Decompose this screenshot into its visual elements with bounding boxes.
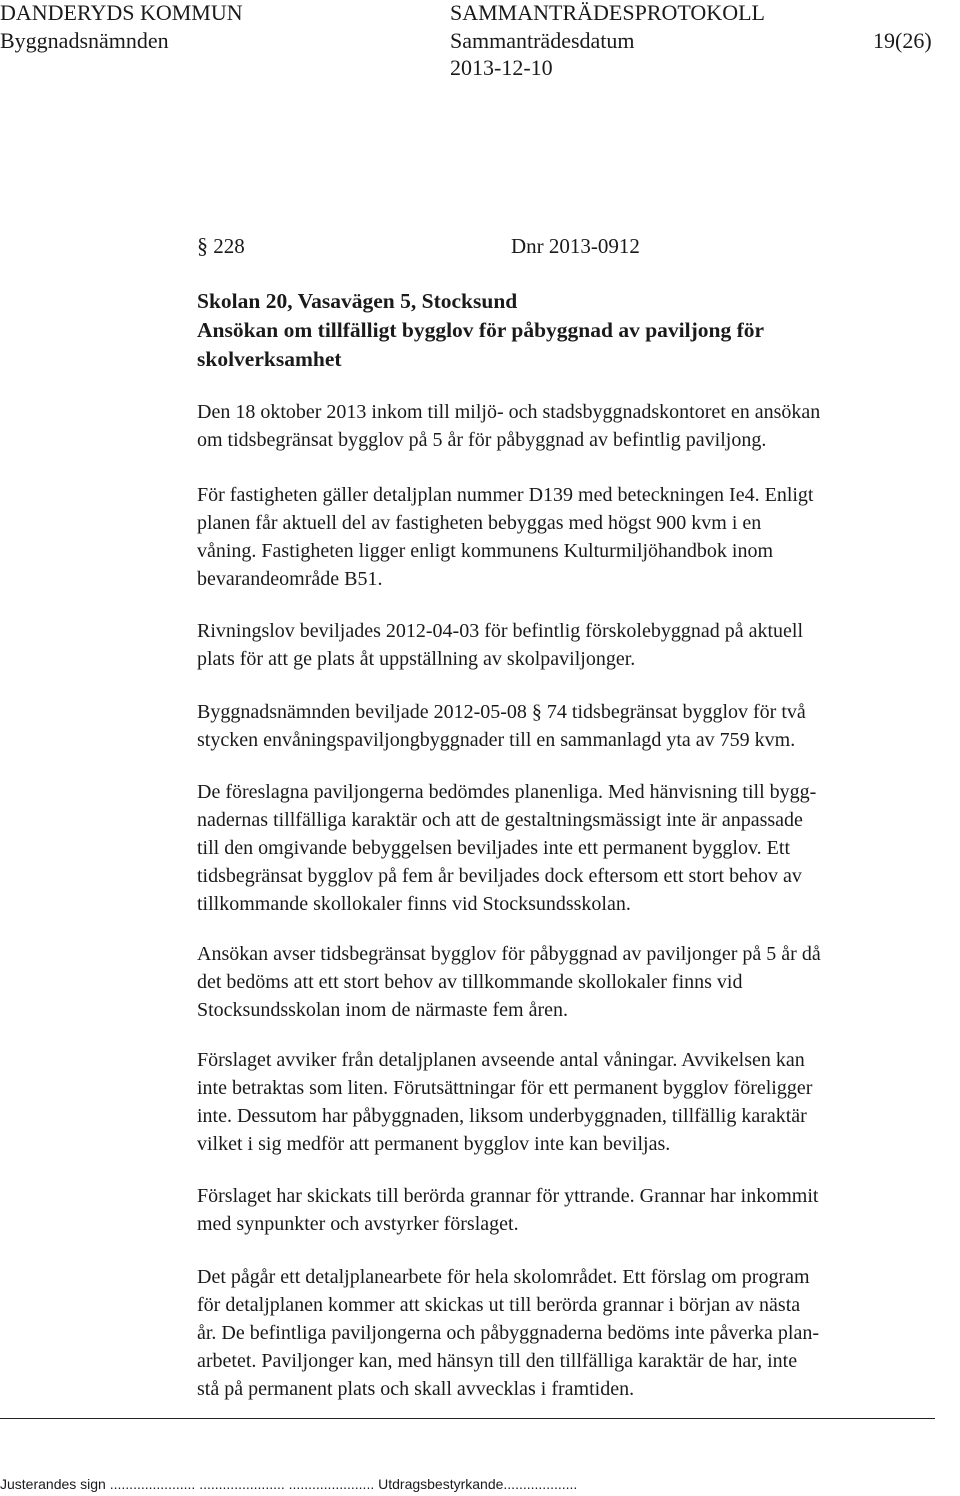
paragraph-line: för detaljplanen kommer att skickas ut till berörda grannar i början av nästa (197, 1294, 801, 1316)
paragraph-line: tidsbegränsat bygglov på fem år beviljades dock eftersom ett stort behov av (197, 865, 802, 887)
paragraph-line: plats för att ge plats åt uppställning av skolpaviljonger. (197, 648, 636, 670)
paragraph-line: arbetet. Paviljonger kan, med hänsyn till den tillfälliga karaktär de har, inte (197, 1350, 798, 1372)
paragraph-line: Rivningslov beviljades 2012-04-03 för befintlig förskolebyggnad på aktuell (197, 620, 803, 642)
paragraph-line: om tidsbegränsat bygglov på 5 år för påbyggnad av befintlig paviljong. (197, 429, 767, 451)
municipality-name: DANDERYDS KOMMUN (0, 0, 243, 25)
paragraph-line: till den omgivande bebyggelsen beviljades inte ett permanent bygglov. Ett (197, 837, 790, 859)
committee-name: Byggnadsnämnden (0, 28, 169, 53)
meeting-date: 2013-12-10 (450, 55, 553, 80)
footer-signature-line: Justerandes sign ...................... ...................... ...................... Utdragsbestyrkande................... (0, 1476, 578, 1492)
paragraph-line: inte betraktas som liten. Förutsättningar för ett permanent bygglov föreligger (197, 1077, 813, 1099)
paragraph-line: bevarandeområde B51. (197, 568, 383, 590)
paragraph-line: nadernas tillfälliga karaktär och att de gestaltningsmässigt inte är anpassade (197, 809, 803, 831)
paragraph (197, 1046, 937, 1158)
paragraph (197, 940, 937, 1024)
paragraph-line: inte. Dessutom har påbyggnaden, liksom underbyggnaden, tillfällig karaktär (197, 1105, 807, 1127)
paragraph-line: stycken envåningspaviljongbyggnader till en sammanlagd yta av 759 kvm. (197, 729, 796, 751)
paragraph-line: tillkommande skollokaler finns vid Stocksundsskolan. (197, 893, 631, 915)
paragraph-line: våning. Fastigheten ligger enligt kommunens Kulturmiljöhandbok inom (197, 540, 774, 562)
title-line: skolverksamhet (197, 347, 342, 371)
document-type: SAMMANTRÄDESPROTOKOLL (450, 0, 765, 25)
paragraph-line: Ansökan avser tidsbegränsat bygglov för påbyggnad av paviljonger på 5 år då (197, 943, 821, 965)
paragraph-line: Förslaget har skickats till berörda grannar för yttrande. Grannar har inkommit (197, 1185, 819, 1207)
paragraph (197, 1263, 937, 1403)
paragraph (197, 1182, 937, 1238)
paragraph-line: De föreslagna paviljongerna bedömdes planenliga. Med hänvisning till bygg- (197, 781, 817, 803)
paragraph-line: Förslaget avviker från detaljplanen avseende antal våningar. Avvikelsen kan (197, 1049, 805, 1071)
paragraph-line: år. De befintliga paviljongerna och påbyggnaderna bedöms inte påverka plan- (197, 1322, 819, 1344)
paragraph-line: stå på permanent plats och skall avvecklas i framtiden. (197, 1378, 635, 1400)
section-number-value: 228 (213, 234, 245, 258)
paragraph-line: Byggnadsnämnden beviljade 2012-05-08 § 74 tidsbegränsat bygglov för två (197, 701, 806, 723)
paragraph (197, 617, 937, 673)
paragraph-line: Den 18 oktober 2013 inkom till miljö- och stadsbyggnadskontoret en ansökan (197, 401, 821, 423)
page-number: 19(26) (873, 28, 932, 53)
paragraph (197, 778, 937, 918)
section-number (197, 232, 245, 260)
paragraph-line: med synpunkter och avstyrker förslaget. (197, 1213, 519, 1235)
paragraph-line: vilket i sig medför att permanent bygglov inte kan beviljas. (197, 1133, 671, 1155)
diary-number: Dnr 2013-0912 (511, 234, 640, 258)
paragraph (197, 481, 937, 593)
paragraph-line: det bedöms att ett stort behov av tillkommande skollokaler finns vid (197, 971, 743, 993)
meeting-date-label: Sammanträdesdatum (450, 28, 635, 53)
case-title (197, 287, 764, 374)
section-sign-icon: § (197, 233, 208, 258)
title-line: Ansökan om tillfälligt bygglov för påbyggnad av paviljong för (197, 318, 765, 342)
title-line: Skolan 20, Vasavägen 5, Stocksund (197, 289, 518, 313)
footer-divider (0, 1418, 935, 1419)
paragraph-line: Stocksundsskolan inom de närmaste fem åren. (197, 999, 569, 1021)
paragraph (197, 698, 937, 754)
paragraph-line: Det pågår ett detaljplanearbete för hela skolområdet. Ett förslag om program (197, 1266, 810, 1288)
paragraph-line: planen får aktuell del av fastigheten bebyggas med högst 900 kvm i en (197, 512, 762, 534)
paragraph (197, 398, 937, 454)
paragraph-line: För fastigheten gäller detaljplan nummer D139 med beteckningen Ie4. Enligt (197, 484, 814, 506)
